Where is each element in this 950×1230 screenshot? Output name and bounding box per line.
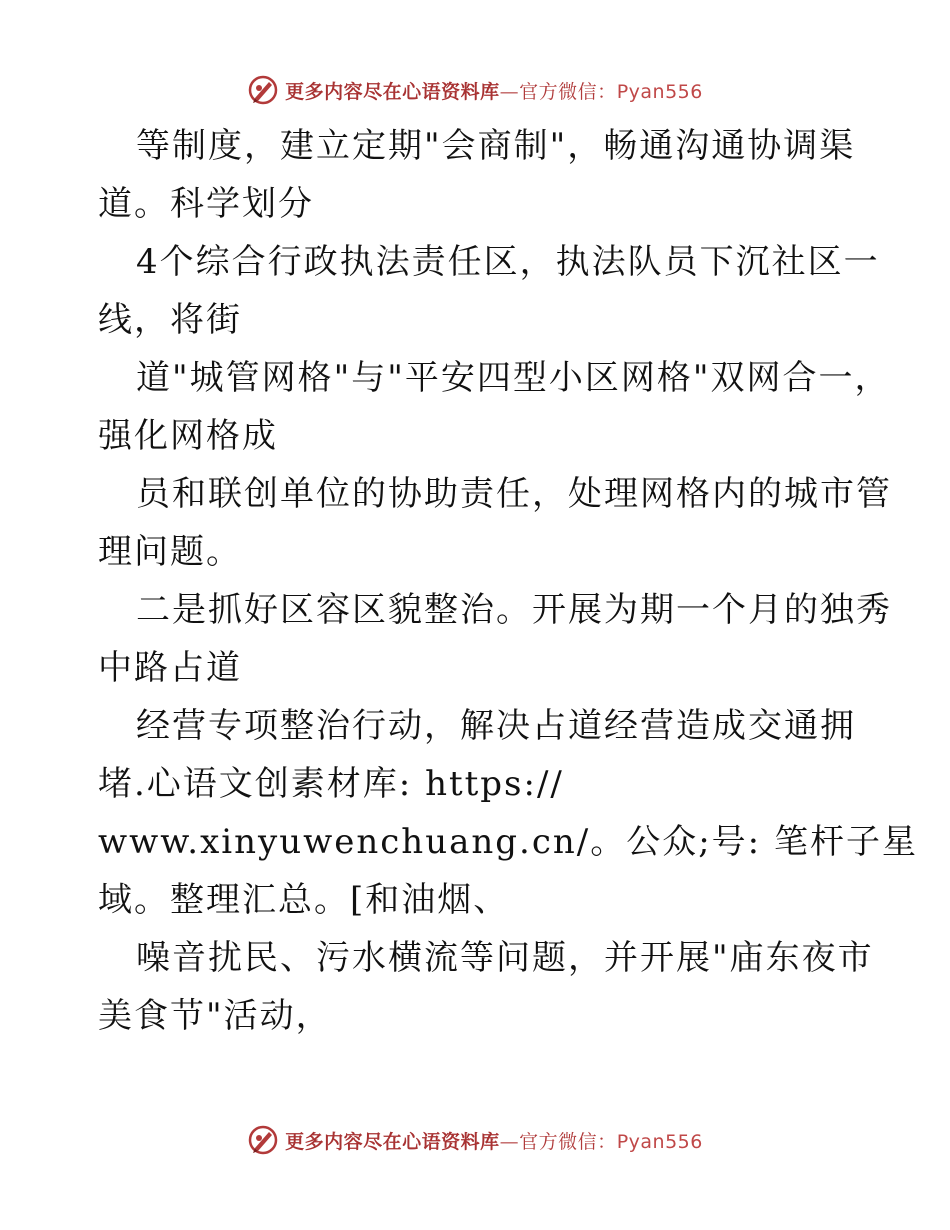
body-line: 中路占道 bbox=[98, 648, 242, 688]
body-line: 道。科学划分 bbox=[98, 184, 314, 224]
footer-dash: — bbox=[499, 1130, 520, 1153]
footer-wechat-id: Pyan556 bbox=[616, 1130, 703, 1153]
body-line: 强化网格成 bbox=[98, 416, 278, 456]
body-line: 道"城管网格"与"平安四型小区网格"双网合一， bbox=[136, 358, 891, 398]
document-body bbox=[98, 117, 918, 1045]
header-banner bbox=[0, 70, 950, 110]
footer-site-name: 更多内容尽在心语资料库 bbox=[285, 1130, 500, 1153]
body-line: 经营专项整治行动，解决占道经营造成交通拥 bbox=[136, 706, 856, 746]
body-line: 美食节"活动， bbox=[98, 996, 332, 1036]
header-site-name: 更多内容尽在心语资料库 bbox=[285, 80, 500, 103]
footer-wechat-label: 官方微信： bbox=[519, 1130, 617, 1153]
body-line: 员和联创单位的协助责任，处理网格内的城市管 bbox=[136, 474, 892, 514]
quill-pen-logo-icon bbox=[247, 1124, 279, 1156]
header-text bbox=[285, 77, 703, 104]
body-line: 等制度，建立定期"会商制"，畅通沟通协调渠 bbox=[136, 126, 856, 166]
quill-pen-logo-icon bbox=[247, 74, 279, 106]
header-wechat-label: 官方微信： bbox=[519, 80, 617, 103]
body-line: 二是抓好区容区貌整治。开展为期一个月的独秀 bbox=[136, 590, 892, 630]
header-dash: — bbox=[499, 80, 520, 103]
body-line: 域。整理汇总。[和油烟、 bbox=[98, 880, 510, 920]
footer-banner bbox=[0, 1120, 950, 1160]
body-line: 堵.心语文创素材库: https:// bbox=[98, 764, 564, 804]
header-wechat-id: Pyan556 bbox=[616, 80, 703, 103]
body-line: www.xinyuwenchuang.cn/。公众;号: 笔杆子星 bbox=[98, 822, 918, 862]
footer-text bbox=[285, 1127, 703, 1154]
body-line: 线，将街 bbox=[98, 300, 242, 340]
body-line: 4个综合行政执法责任区，执法队员下沉社区一 bbox=[136, 242, 880, 282]
body-line: 理问题。 bbox=[98, 532, 242, 572]
body-line: 噪音扰民、污水横流等问题，并开展"庙东夜市 bbox=[136, 938, 874, 978]
